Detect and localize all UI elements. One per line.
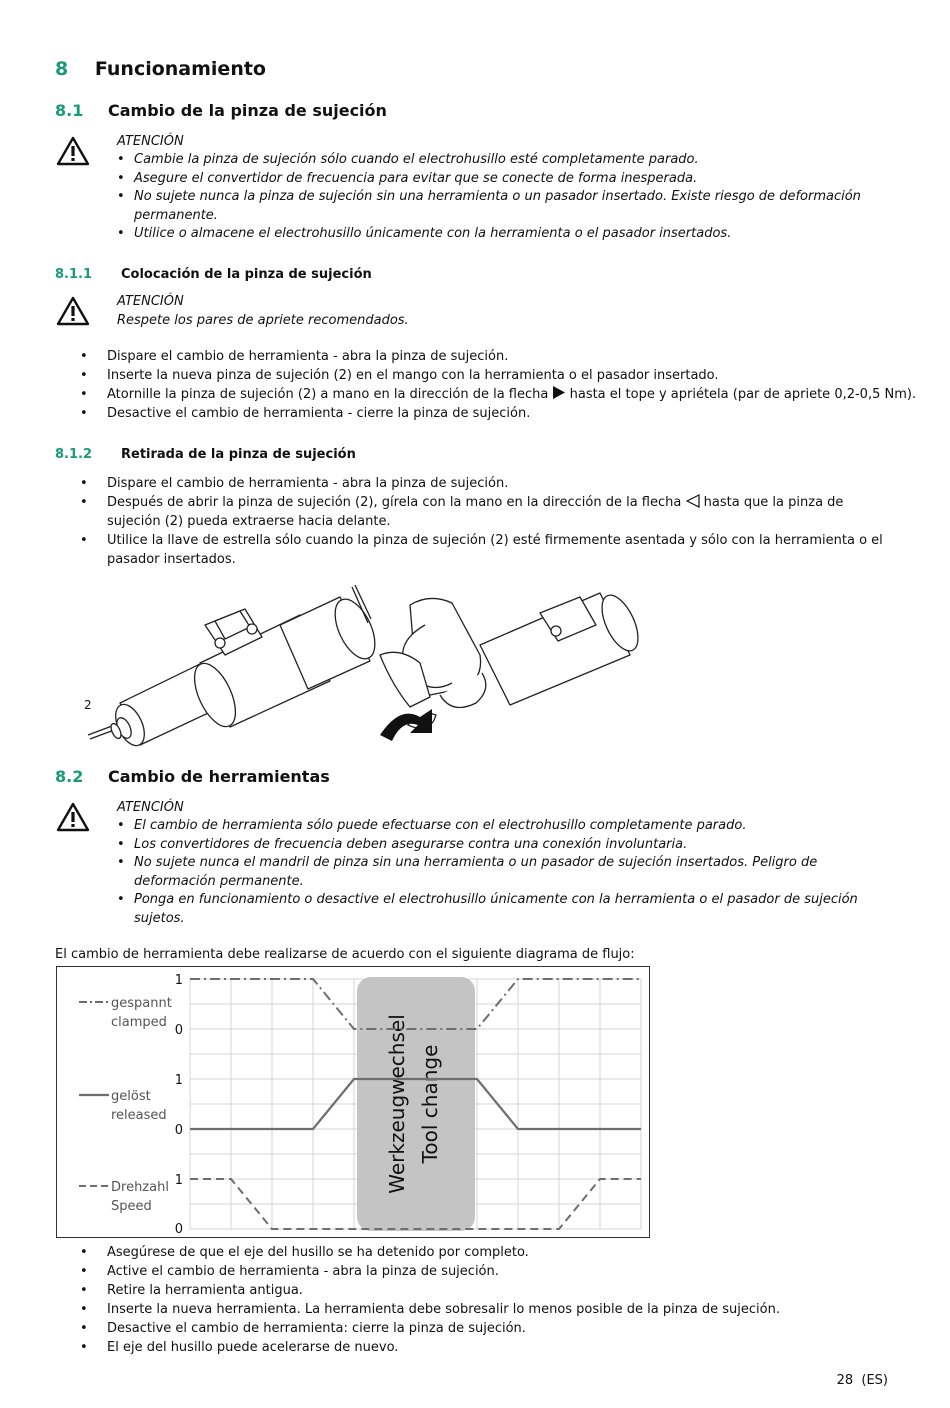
list-item: • Ponga en funcionamiento o desactive el electrohusillo únicamente con la herramienta o el pasador de sujeción sujetos. (117, 891, 887, 928)
legend-label: clamped (111, 1015, 167, 1030)
list-item: • Dispare el cambio de herramienta - abra la pinza de sujeción. (55, 474, 900, 493)
list-item: • Desactive el cambio de herramienta - cierre la pinza de sujeción. (55, 404, 915, 423)
steps-list-8-1-1 (55, 347, 915, 423)
tick-label: 0 (174, 1123, 183, 1138)
tick-label: 0 (174, 1222, 183, 1237)
attention-list-8-2 (117, 817, 887, 928)
legend-label: released (111, 1108, 167, 1123)
list-item: • Los convertidores de frecuencia deben asegurarse contra una conexión involuntaria. (117, 836, 887, 855)
warning-icon (56, 296, 90, 326)
attention-text: Respete los pares de apriete recomendados. (117, 313, 409, 328)
steps-list-8-1-2 (55, 474, 900, 569)
warning-icon (56, 136, 90, 166)
list-item: • Atornille la pinza de sujeción (2) a mano en la dirección de la flecha hasta el tope y apriétela (par de apriete 0,2-0,5 Nm). (55, 385, 915, 404)
subsection-heading-8-1-2 (55, 447, 555, 462)
diagram-intro: El cambio de herramienta debe realizarse de acuerdo con el siguiente diagrama de flujo: (55, 947, 635, 962)
list-item: • Asegure el convertidor de frecuencia para evitar que se conecte de forma inesperada. (117, 170, 877, 189)
warning-icon (56, 802, 90, 832)
list-item: • No sujete nunca la pinza de sujeción sin una herramienta o un pasador insertado. Existe riesgo de deformación permanente. (117, 188, 877, 225)
list-item: • Utilice la llave de estrella sólo cuando la pinza de sujeción (2) esté firmemente asentada y sólo con la herramienta o el pasador insertados. (55, 531, 900, 569)
list-item: • Utilice o almacene el electrohusillo únicamente con la herramienta o el pasador insertados. (117, 225, 877, 244)
tool-change-band (357, 977, 475, 1231)
subsection-title: Retirada de la pinza de sujeción (121, 447, 356, 462)
subsection-title: Cambio de herramientas (108, 767, 330, 786)
center-label-1: Werkzeugwechsel (385, 1014, 409, 1194)
list-item: • Inserte la nueva herramienta. La herramienta debe sobresalir lo menos posible de la pinza de sujeción. (55, 1300, 915, 1319)
legend-label: gespannt (111, 996, 172, 1011)
subsection-number: 8.1.1 (55, 267, 93, 282)
arrow-left-outline-icon (686, 494, 700, 508)
list-item: • Después de abrir la pinza de sujeción (2), gírela con la mano en la dirección de la flecha hasta que la pinza de sujeción (2) pueda extraerse hacia delante. (55, 493, 900, 531)
center-label-2: Tool change (418, 1044, 442, 1164)
attention-list-8-1 (117, 151, 877, 244)
attention-label: ATENCIÓN (117, 134, 184, 149)
tick-label: 1 (174, 1073, 183, 1088)
subsection-title: Cambio de la pinza de sujeción (108, 101, 387, 120)
arrow-right-filled-icon (552, 386, 565, 399)
list-item: • Active el cambio de herramienta - abra la pinza de sujeción. (55, 1262, 915, 1281)
legend-label: Speed (111, 1199, 152, 1214)
tick-label: 1 (174, 1173, 183, 1188)
subsection-number: 8.2 (55, 767, 84, 786)
subsection-heading-8-1 (55, 101, 387, 120)
list-item: • El cambio de herramienta sólo puede efectuarse con el electrohusillo completamente parado. (117, 817, 887, 836)
list-item: • El eje del husillo puede acelerarse de nuevo. (55, 1338, 915, 1357)
subsection-heading-8-2 (55, 767, 330, 786)
subsection-title: Colocación de la pinza de sujeción (121, 267, 372, 282)
subsection-heading-8-1-1 (55, 267, 555, 282)
list-item: • Desactive el cambio de herramienta: cierre la pinza de sujeción. (55, 1319, 915, 1338)
list-item: • Asegúrese de que el eje del husillo se ha detenido por completo. (55, 1243, 915, 1262)
list-item: • Inserte la nueva pinza de sujeción (2) en el mango con la herramienta o el pasador insertado. (55, 366, 915, 385)
subsection-number: 8.1.2 (55, 447, 93, 462)
list-item: • Cambie la pinza de sujeción sólo cuando el electrohusillo esté completamente parado. (117, 151, 877, 170)
list-item: • No sujete nunca el mandril de pinza sin una herramienta o un pasador de sujeción insertados. Peligro de deformación permanente. (117, 854, 887, 891)
steps-list-8-2 (55, 1243, 915, 1357)
tick-label: 1 (174, 973, 183, 988)
attention-label: ATENCIÓN (117, 800, 184, 815)
subsection-number: 8.1 (55, 101, 84, 120)
legend-label: gelöst (111, 1089, 151, 1104)
section-title: Funcionamiento (94, 58, 266, 80)
tick-label: 0 (174, 1023, 183, 1038)
list-item: • Dispare el cambio de herramienta - abra la pinza de sujeción. (55, 347, 915, 366)
attention-label: ATENCIÓN (117, 294, 184, 309)
page-number: 28 (ES) (836, 1373, 888, 1388)
figure-label: 2 (84, 698, 92, 712)
collet-illustration (80, 585, 660, 750)
timing-diagram (56, 966, 650, 1238)
list-item: • Retire la herramienta antigua. (55, 1281, 915, 1300)
section-heading (55, 58, 266, 80)
section-number: 8 (55, 58, 69, 80)
legend-label: Drehzahl (111, 1180, 169, 1195)
